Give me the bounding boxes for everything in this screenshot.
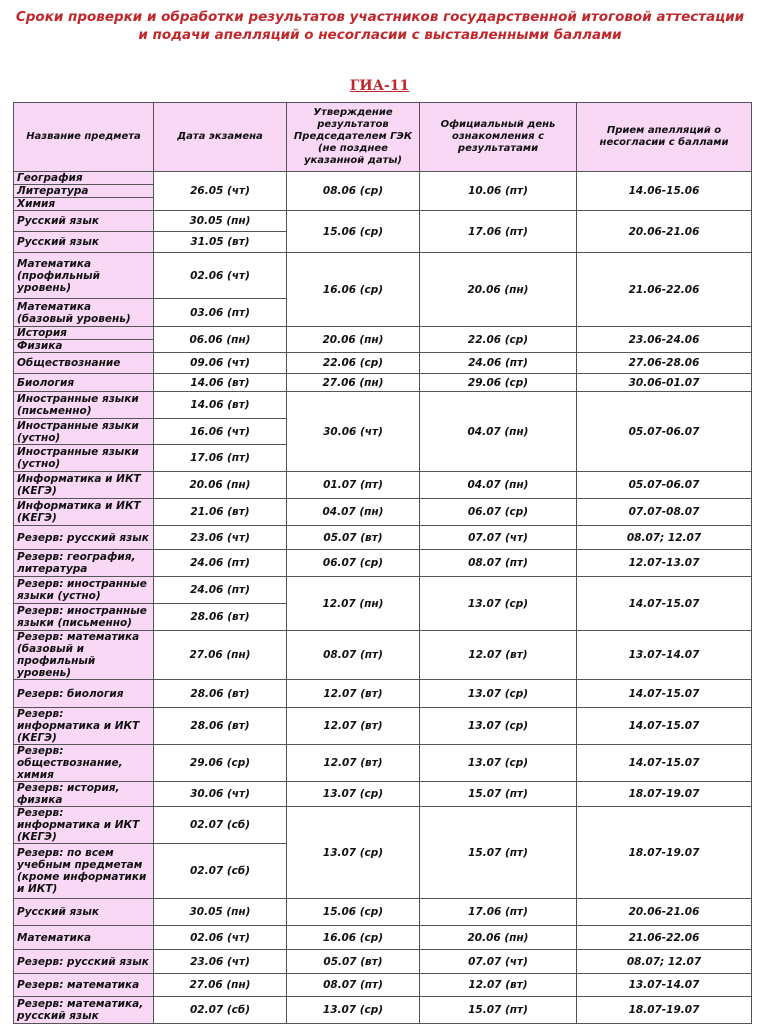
page-title: Сроки проверки и обработки результатов участников государственной итоговой аттестации и подачи апелляций о несогласии с выставленными баллами [15, 9, 745, 43]
approval-cell: 08.07 (пт) [287, 974, 420, 997]
exam-date-cell: 02.07 (сб) [154, 807, 287, 844]
approval-cell: 16.06 (ср) [287, 926, 420, 950]
appeals-cell: 21.06-22.06 [577, 253, 752, 327]
results-day-cell: 08.07 (пт) [420, 550, 577, 577]
appeals-cell: 14.06-15.06 [577, 172, 752, 211]
subject-cell: Резерв: математика, русский язык [14, 997, 154, 1024]
subject-cell: Математика (профильный уровень) [14, 253, 154, 299]
appeals-cell: 21.06-22.06 [577, 926, 752, 950]
appeals-cell: 27.06-28.06 [577, 353, 752, 374]
approval-cell: 06.07 (ср) [287, 550, 420, 577]
appeals-cell: 12.07-13.07 [577, 550, 752, 577]
exam-date-cell: 28.06 (вт) [154, 708, 287, 745]
exam-date-cell: 20.06 (пн) [154, 472, 287, 499]
table-row [14, 899, 752, 926]
subject-cell: Резерв: иностранные языки (письменно) [14, 604, 154, 631]
appeals-cell: 05.07-06.07 [577, 392, 752, 472]
approval-cell: 05.07 (вт) [287, 950, 420, 974]
table-row [14, 499, 752, 526]
appeals-cell: 23.06-24.06 [577, 327, 752, 353]
table-row [14, 745, 752, 782]
subject-cell: Информатика и ИКТ (КЕГЭ) [14, 499, 154, 526]
results-day-cell: 15.07 (пт) [420, 782, 577, 807]
table-row [14, 172, 752, 185]
results-day-cell: 22.06 (ср) [420, 327, 577, 353]
results-day-cell: 24.06 (пт) [420, 353, 577, 374]
results-day-cell: 04.07 (пн) [420, 472, 577, 499]
results-day-cell: 15.07 (пт) [420, 997, 577, 1024]
header-exam-date: Дата экзамена [154, 103, 287, 172]
results-day-cell: 29.06 (ср) [420, 374, 577, 392]
table-row [14, 631, 752, 680]
approval-cell: 13.07 (ср) [287, 997, 420, 1024]
results-day-cell: 07.07 (чт) [420, 526, 577, 550]
table-row [14, 253, 752, 299]
exam-date-cell: 29.06 (ср) [154, 745, 287, 782]
table-row [14, 950, 752, 974]
table-row [14, 577, 752, 604]
approval-cell: 15.06 (ср) [287, 211, 420, 253]
approval-cell: 08.06 (ср) [287, 172, 420, 211]
exam-date-cell: 21.06 (вт) [154, 499, 287, 526]
exam-date-cell: 02.06 (чт) [154, 253, 287, 299]
subject-cell: Резерв: математика [14, 974, 154, 997]
exam-date-cell: 14.06 (вт) [154, 374, 287, 392]
approval-cell: 30.06 (чт) [287, 392, 420, 472]
table-row [14, 472, 752, 499]
subject-cell: Резерв: по всем учебным предметам (кроме информатики и ИКТ) [14, 844, 154, 899]
approval-cell: 12.07 (вт) [287, 745, 420, 782]
appeals-cell: 07.07-08.07 [577, 499, 752, 526]
subject-cell: Иностранные языки (устно) [14, 419, 154, 445]
appeals-cell: 18.07-19.07 [577, 807, 752, 899]
appeals-cell: 14.07-15.07 [577, 708, 752, 745]
table-row [14, 392, 752, 419]
header-row [14, 103, 752, 172]
header-results-day: Официальный день ознакомления с результатами [420, 103, 577, 172]
table-row [14, 680, 752, 708]
results-day-cell: 04.07 (пн) [420, 392, 577, 472]
appeals-cell: 20.06-21.06 [577, 211, 752, 253]
results-day-cell: 10.06 (пт) [420, 172, 577, 211]
subject-cell: География [14, 172, 154, 185]
appeals-cell: 30.06-01.07 [577, 374, 752, 392]
exam-date-cell: 27.06 (пн) [154, 974, 287, 997]
appeals-cell: 13.07-14.07 [577, 974, 752, 997]
table-row [14, 997, 752, 1024]
exam-date-cell: 09.06 (чт) [154, 353, 287, 374]
exam-date-cell: 31.05 (вт) [154, 232, 287, 253]
approval-cell: 16.06 (ср) [287, 253, 420, 327]
subject-cell: Математика [14, 926, 154, 950]
appeals-cell: 20.06-21.06 [577, 899, 752, 926]
results-day-cell: 12.07 (вт) [420, 631, 577, 680]
subject-cell: Русский язык [14, 211, 154, 232]
approval-cell: 04.07 (пн) [287, 499, 420, 526]
table-subtitle: ГИА-11 [349, 78, 410, 94]
subject-cell: Биология [14, 374, 154, 392]
exam-date-cell: 23.06 (чт) [154, 526, 287, 550]
subject-cell: Иностранные языки (письменно) [14, 392, 154, 419]
appeals-cell: 14.07-15.07 [577, 680, 752, 708]
appeals-cell: 18.07-19.07 [577, 997, 752, 1024]
exam-date-cell: 30.05 (пн) [154, 211, 287, 232]
table-row [14, 327, 752, 340]
exam-date-cell: 28.06 (вт) [154, 680, 287, 708]
results-day-cell: 12.07 (вт) [420, 974, 577, 997]
exam-date-cell: 26.05 (чт) [154, 172, 287, 211]
approval-cell: 27.06 (пн) [287, 374, 420, 392]
exam-date-cell: 02.07 (сб) [154, 997, 287, 1024]
appeals-cell: 13.07-14.07 [577, 631, 752, 680]
approval-cell: 22.06 (ср) [287, 353, 420, 374]
exam-date-cell: 02.06 (чт) [154, 926, 287, 950]
approval-cell: 08.07 (пт) [287, 631, 420, 680]
appeals-cell: 14.07-15.07 [577, 577, 752, 631]
results-day-cell: 17.06 (пт) [420, 899, 577, 926]
subject-cell: Обществознание [14, 353, 154, 374]
header-subject: Название предмета [14, 103, 154, 172]
results-day-cell: 13.07 (ср) [420, 680, 577, 708]
subject-cell: Математика (базовый уровень) [14, 299, 154, 327]
exam-date-cell: 17.06 (пт) [154, 445, 287, 472]
header-appeals: Прием апелляций о несогласии с баллами [577, 103, 752, 172]
header-approval: Утверждение результатов Председателем ГЭК (не позднее указанной даты) [287, 103, 420, 172]
exam-date-cell: 30.05 (пн) [154, 899, 287, 926]
schedule-table [13, 102, 752, 1024]
results-day-cell: 06.07 (ср) [420, 499, 577, 526]
results-day-cell: 13.07 (ср) [420, 708, 577, 745]
subject-cell: Резерв: география, литература [14, 550, 154, 577]
results-day-cell: 13.07 (ср) [420, 745, 577, 782]
subject-cell: Литература [14, 185, 154, 198]
subject-cell: Резерв: информатика и ИКТ (КЕГЭ) [14, 708, 154, 745]
exam-date-cell: 02.07 (сб) [154, 844, 287, 899]
exam-date-cell: 28.06 (вт) [154, 604, 287, 631]
table-row [14, 708, 752, 745]
appeals-cell: 08.07; 12.07 [577, 950, 752, 974]
subject-cell: Русский язык [14, 899, 154, 926]
results-day-cell: 07.07 (чт) [420, 950, 577, 974]
table-row [14, 807, 752, 844]
subject-cell: Резерв: математика (базовый и профильный уровень) [14, 631, 154, 680]
results-day-cell: 20.06 (пн) [420, 253, 577, 327]
exam-date-cell: 16.06 (чт) [154, 419, 287, 445]
subject-cell: Резерв: русский язык [14, 950, 154, 974]
table-row [14, 926, 752, 950]
subject-cell: Резерв: русский язык [14, 526, 154, 550]
table-row [14, 374, 752, 392]
approval-cell: 12.07 (пн) [287, 577, 420, 631]
approval-cell: 15.06 (ср) [287, 899, 420, 926]
appeals-cell: 14.07-15.07 [577, 745, 752, 782]
subject-cell: Резерв: биология [14, 680, 154, 708]
subject-cell: Резерв: иностранные языки (устно) [14, 577, 154, 604]
approval-cell: 13.07 (ср) [287, 807, 420, 899]
subject-cell: Резерв: информатика и ИКТ (КЕГЭ) [14, 807, 154, 844]
subject-cell: Русский язык [14, 232, 154, 253]
subject-cell: Иностранные языки (устно) [14, 445, 154, 472]
exam-date-cell: 14.06 (вт) [154, 392, 287, 419]
exam-date-cell: 06.06 (пн) [154, 327, 287, 353]
subject-cell: Резерв: обществознание, химия [14, 745, 154, 782]
subject-cell: Физика [14, 340, 154, 353]
subject-cell: История [14, 327, 154, 340]
approval-cell: 12.07 (вт) [287, 708, 420, 745]
exam-date-cell: 23.06 (чт) [154, 950, 287, 974]
subject-cell: Химия [14, 198, 154, 211]
exam-date-cell: 30.06 (чт) [154, 782, 287, 807]
appeals-cell: 05.07-06.07 [577, 472, 752, 499]
table-row [14, 974, 752, 997]
approval-cell: 13.07 (ср) [287, 782, 420, 807]
results-day-cell: 17.06 (пт) [420, 211, 577, 253]
table-row [14, 211, 752, 232]
exam-date-cell: 03.06 (пт) [154, 299, 287, 327]
approval-cell: 12.07 (вт) [287, 680, 420, 708]
table-row [14, 782, 752, 807]
approval-cell: 20.06 (пн) [287, 327, 420, 353]
results-day-cell: 13.07 (ср) [420, 577, 577, 631]
approval-cell: 05.07 (вт) [287, 526, 420, 550]
results-day-cell: 20.06 (пн) [420, 926, 577, 950]
appeals-cell: 08.07; 12.07 [577, 526, 752, 550]
table-row [14, 353, 752, 374]
table-row [14, 526, 752, 550]
exam-date-cell: 24.06 (пт) [154, 577, 287, 604]
subject-cell: Резерв: история, физика [14, 782, 154, 807]
approval-cell: 01.07 (пт) [287, 472, 420, 499]
subject-cell: Информатика и ИКТ (КЕГЭ) [14, 472, 154, 499]
exam-date-cell: 24.06 (пт) [154, 550, 287, 577]
exam-date-cell: 27.06 (пн) [154, 631, 287, 680]
appeals-cell: 18.07-19.07 [577, 782, 752, 807]
table-row [14, 550, 752, 577]
results-day-cell: 15.07 (пт) [420, 807, 577, 899]
